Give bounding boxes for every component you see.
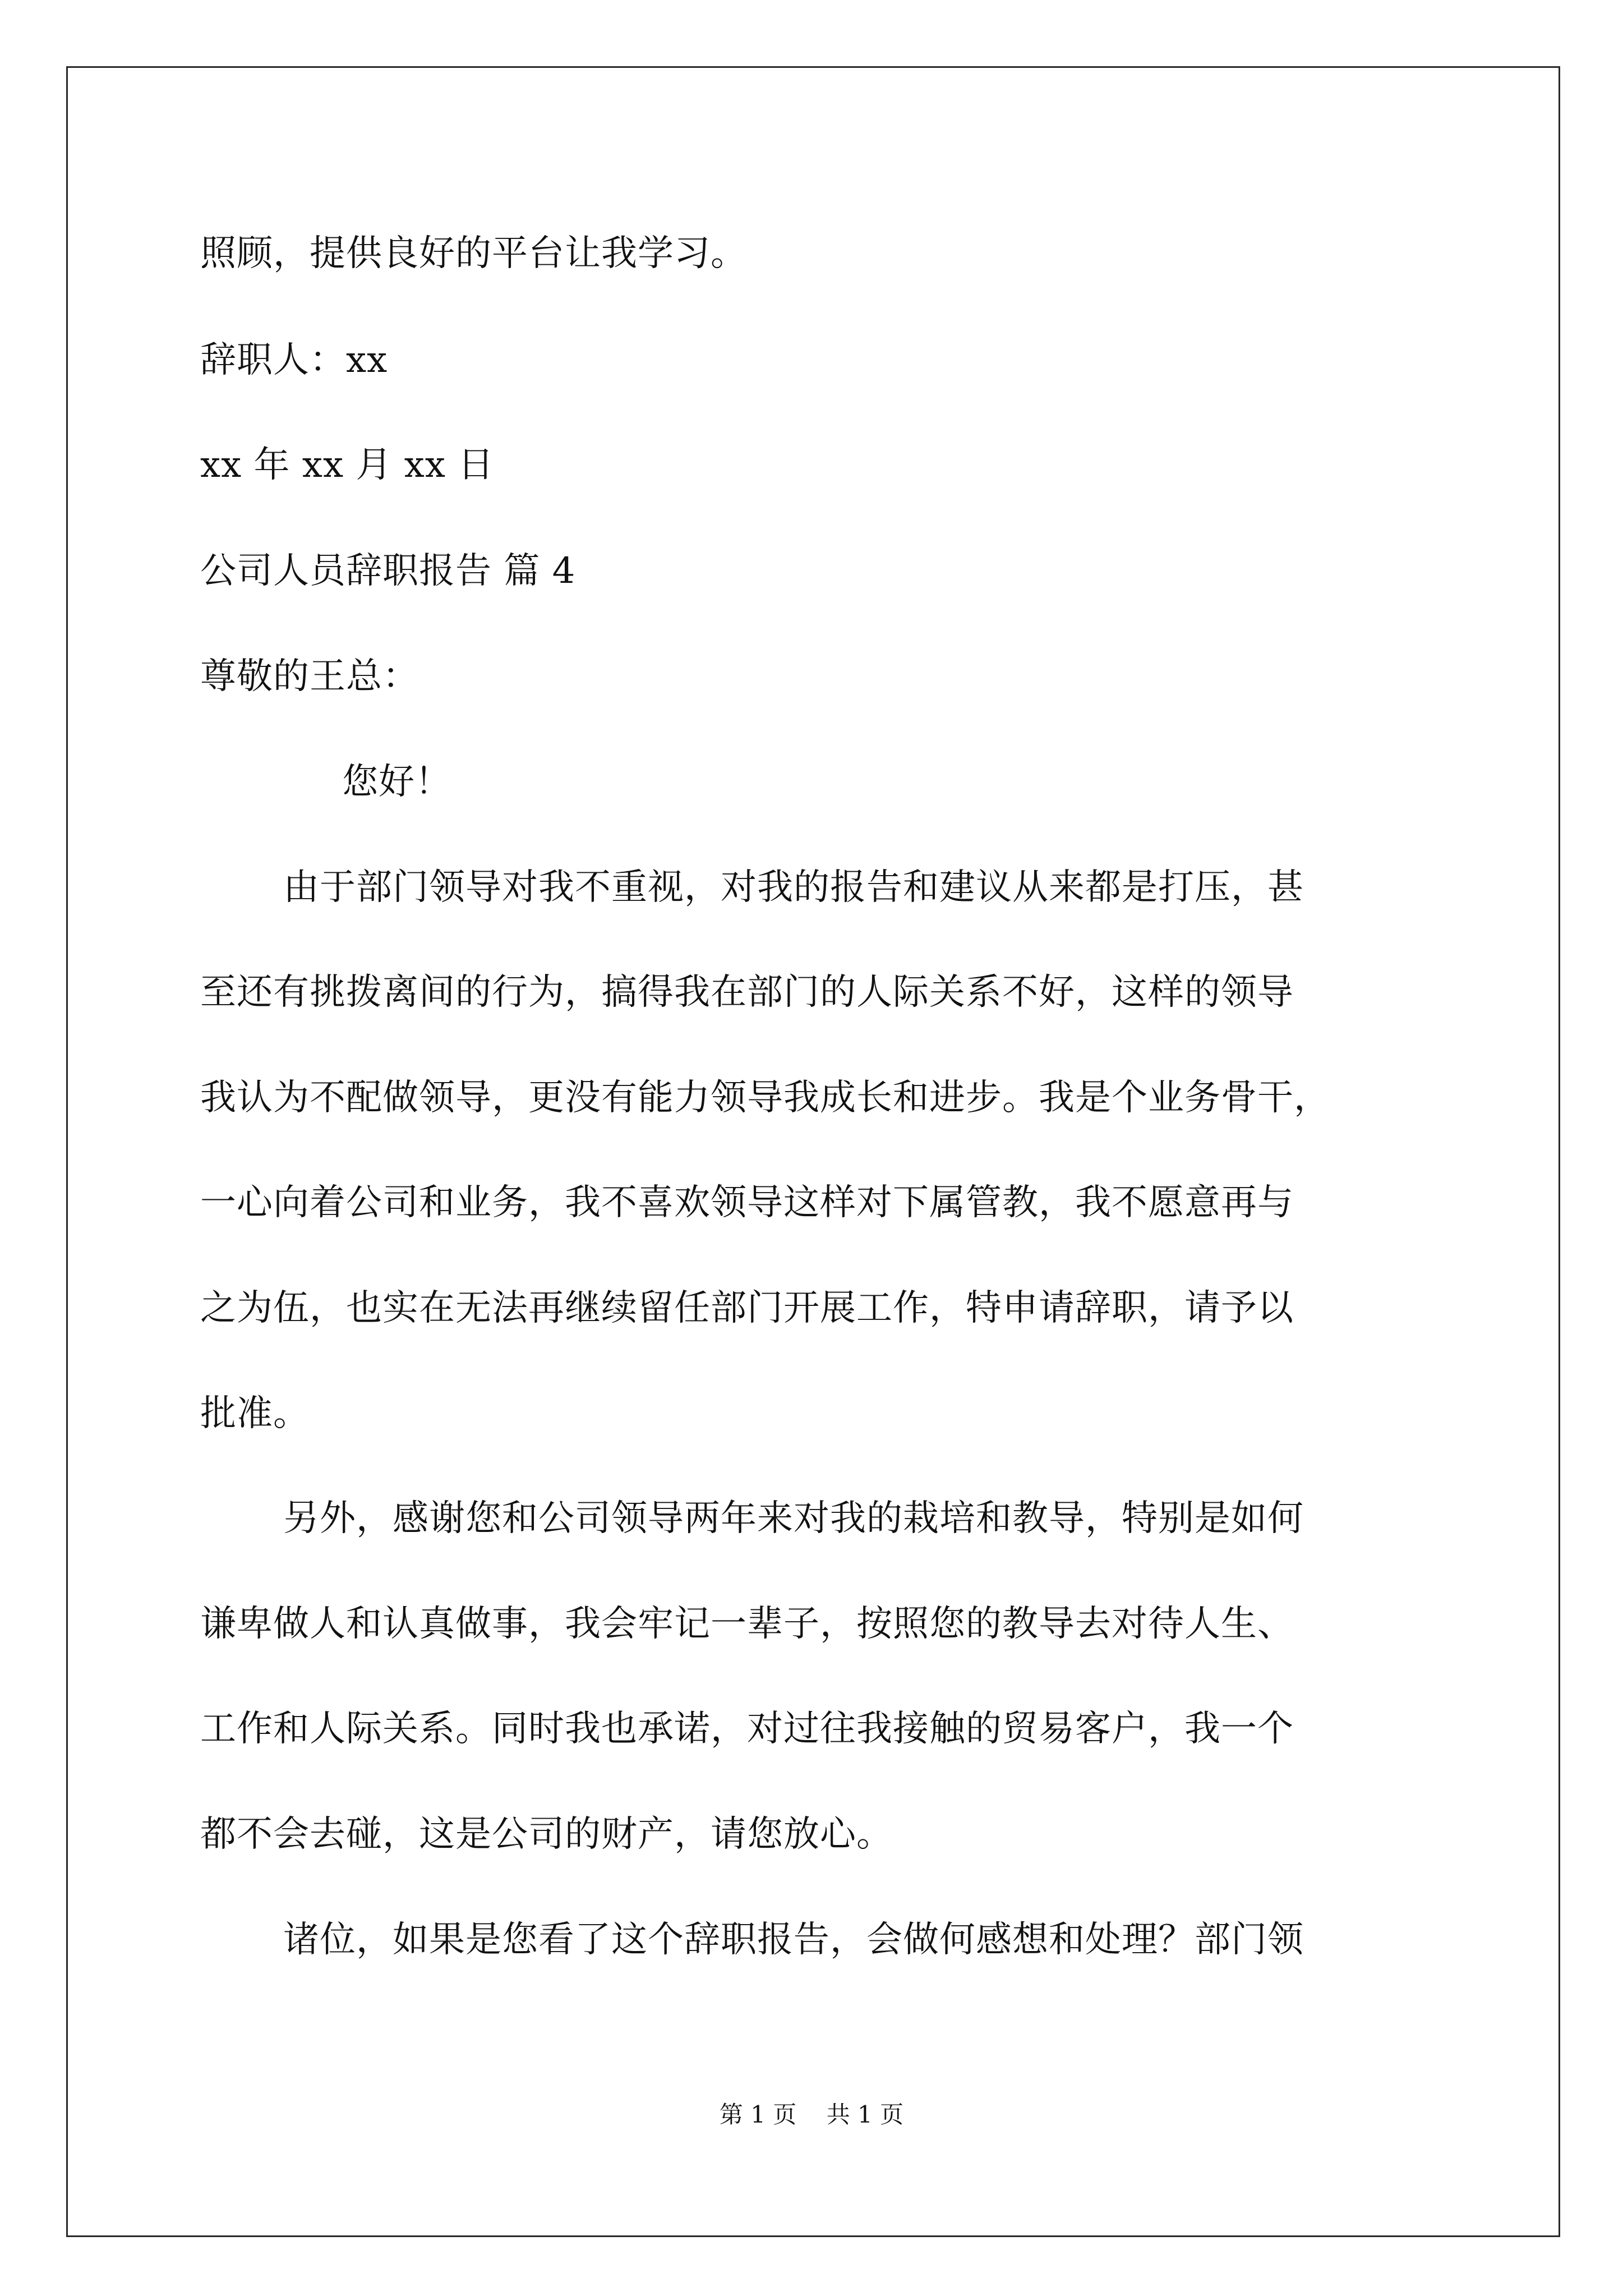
paragraph-1-line-1: 由于部门领导对我不重视，对我的报告和建议从来都是打压，甚: [283, 867, 1304, 908]
paragraph-3-line-1: 诸位，如果是您看了这个辞职报告，会做何感想和处理？部门领: [283, 1919, 1304, 1961]
resigner-name: 辞职人：xx: [200, 339, 388, 381]
paragraph-2-line-1: 另外，感谢您和公司领导两年来对我的栽培和教导，特别是如何: [283, 1498, 1304, 1539]
paragraph-1-line-2: 至还有挑拨离间的行为，搞得我在部门的人际关系不好，这样的领导: [200, 972, 1294, 1013]
paragraph-2-line-3: 工作和人际关系。同时我也承诺，对过往我接触的贸易客户，我一个: [200, 1708, 1294, 1750]
paragraph-1-line-4: 一心向着公司和业务，我不喜欢领导这样对下属管教，我不愿意再与: [200, 1182, 1294, 1223]
section-title: 公司人员辞职报告 篇 4: [200, 550, 576, 592]
page-footer: 第 1 页 共 1 页: [719, 2101, 904, 2128]
greeting: 您好！: [342, 761, 451, 803]
paragraph-2-line-2: 谦卑做人和认真做事，我会牢记一辈子，按照您的教导去对待人生、: [200, 1603, 1294, 1645]
paragraph-1-line-6: 批准。: [200, 1393, 310, 1434]
salutation: 尊敬的王总：: [200, 656, 419, 697]
paragraph-1-line-5: 之为伍，也实在无法再继续留任部门开展工作，特申请辞职，请予以: [200, 1287, 1294, 1329]
paragraph-1-line-3: 我认为不配做领导，更没有能力领导我成长和进步。我是个业务骨干，: [200, 1077, 1330, 1119]
text-line-closing: 照顾，提供良好的平台让我学习。: [200, 233, 747, 274]
page-border: [66, 66, 1560, 2237]
paragraph-2-line-4: 都不会去碰，这是公司的财产，请您放心。: [200, 1814, 893, 1855]
resignation-date: xx 年 xx 月 xx 日: [200, 444, 495, 486]
